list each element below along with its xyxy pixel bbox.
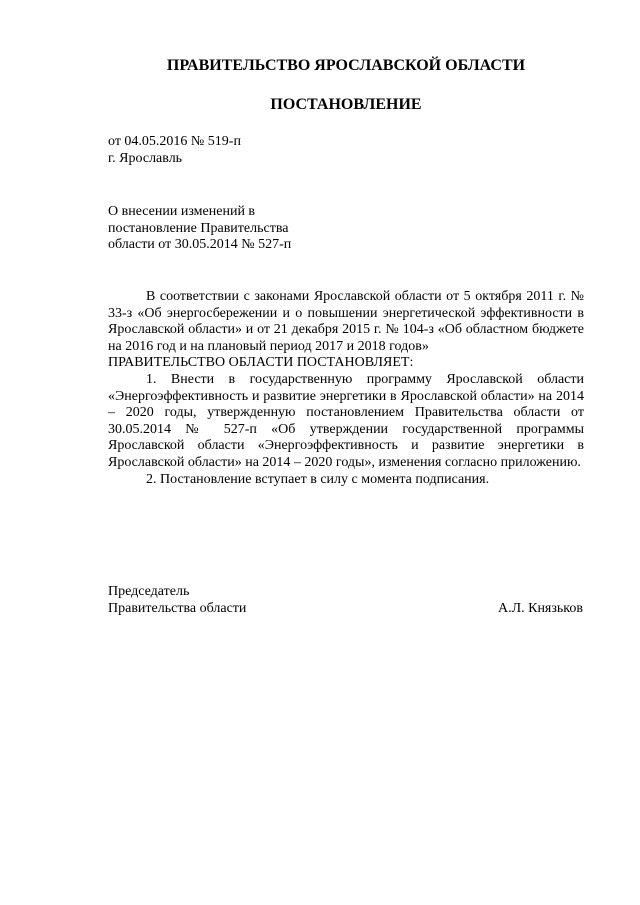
item-2-paragraph: 2. Постановление вступает в силу с момента подписания. xyxy=(146,471,490,487)
document-meta xyxy=(108,134,241,167)
preamble-paragraph: В соответствии с законами Ярославской области от 5 октября 2011 г. № 33-з «Об энергосбережении и о повышении энергетической эффективности в Ярославской области» и от 21 декабря 2015 г. № 104-з «Об областном бюджете на 2016 год и на плановый период 2017 и 2018 годов» xyxy=(108,289,584,354)
document-subject xyxy=(108,204,291,254)
document-body xyxy=(108,289,584,488)
government-heading: ПРАВИТЕЛЬСТВО ЯРОСЛАВСКОЙ ОБЛАСТИ xyxy=(166,57,526,74)
subject-line: области от 30.05.2014 № 527-п xyxy=(108,237,292,252)
position-line: Правительства области xyxy=(108,601,247,616)
position-line: Председатель xyxy=(108,584,190,599)
signatory-name: А.Л. Князьков xyxy=(498,601,583,616)
document-type-heading: ПОСТАНОВЛЕНИЕ xyxy=(270,96,422,113)
subject-line: постановление Правительства xyxy=(108,220,289,236)
city: г. Ярославль xyxy=(108,150,183,166)
signatory-position xyxy=(108,583,246,617)
resolves-line: ПРАВИТЕЛЬСТВО ОБЛАСТИ ПОСТАНОВЛЯЕТ: xyxy=(108,355,414,371)
date-number: от 04.05.2016 № 519-п xyxy=(108,134,241,149)
item-1-paragraph: 1. Внести в государственную программу Ярославской области «Энергоэффективность и развитие энергетики в Ярославской области» на 2014 – 2020 годы, утвержденную постановлением Правительства области от 30.05.2014 № 527-п «Об утверждении государственной программы Ярославской области «Энергоэффективность и развитие энергетики в Ярославской области» на 2014 – 2020 годы», изменения согласно приложению. xyxy=(108,371,584,470)
subject-line: О внесении изменений в xyxy=(108,204,256,219)
